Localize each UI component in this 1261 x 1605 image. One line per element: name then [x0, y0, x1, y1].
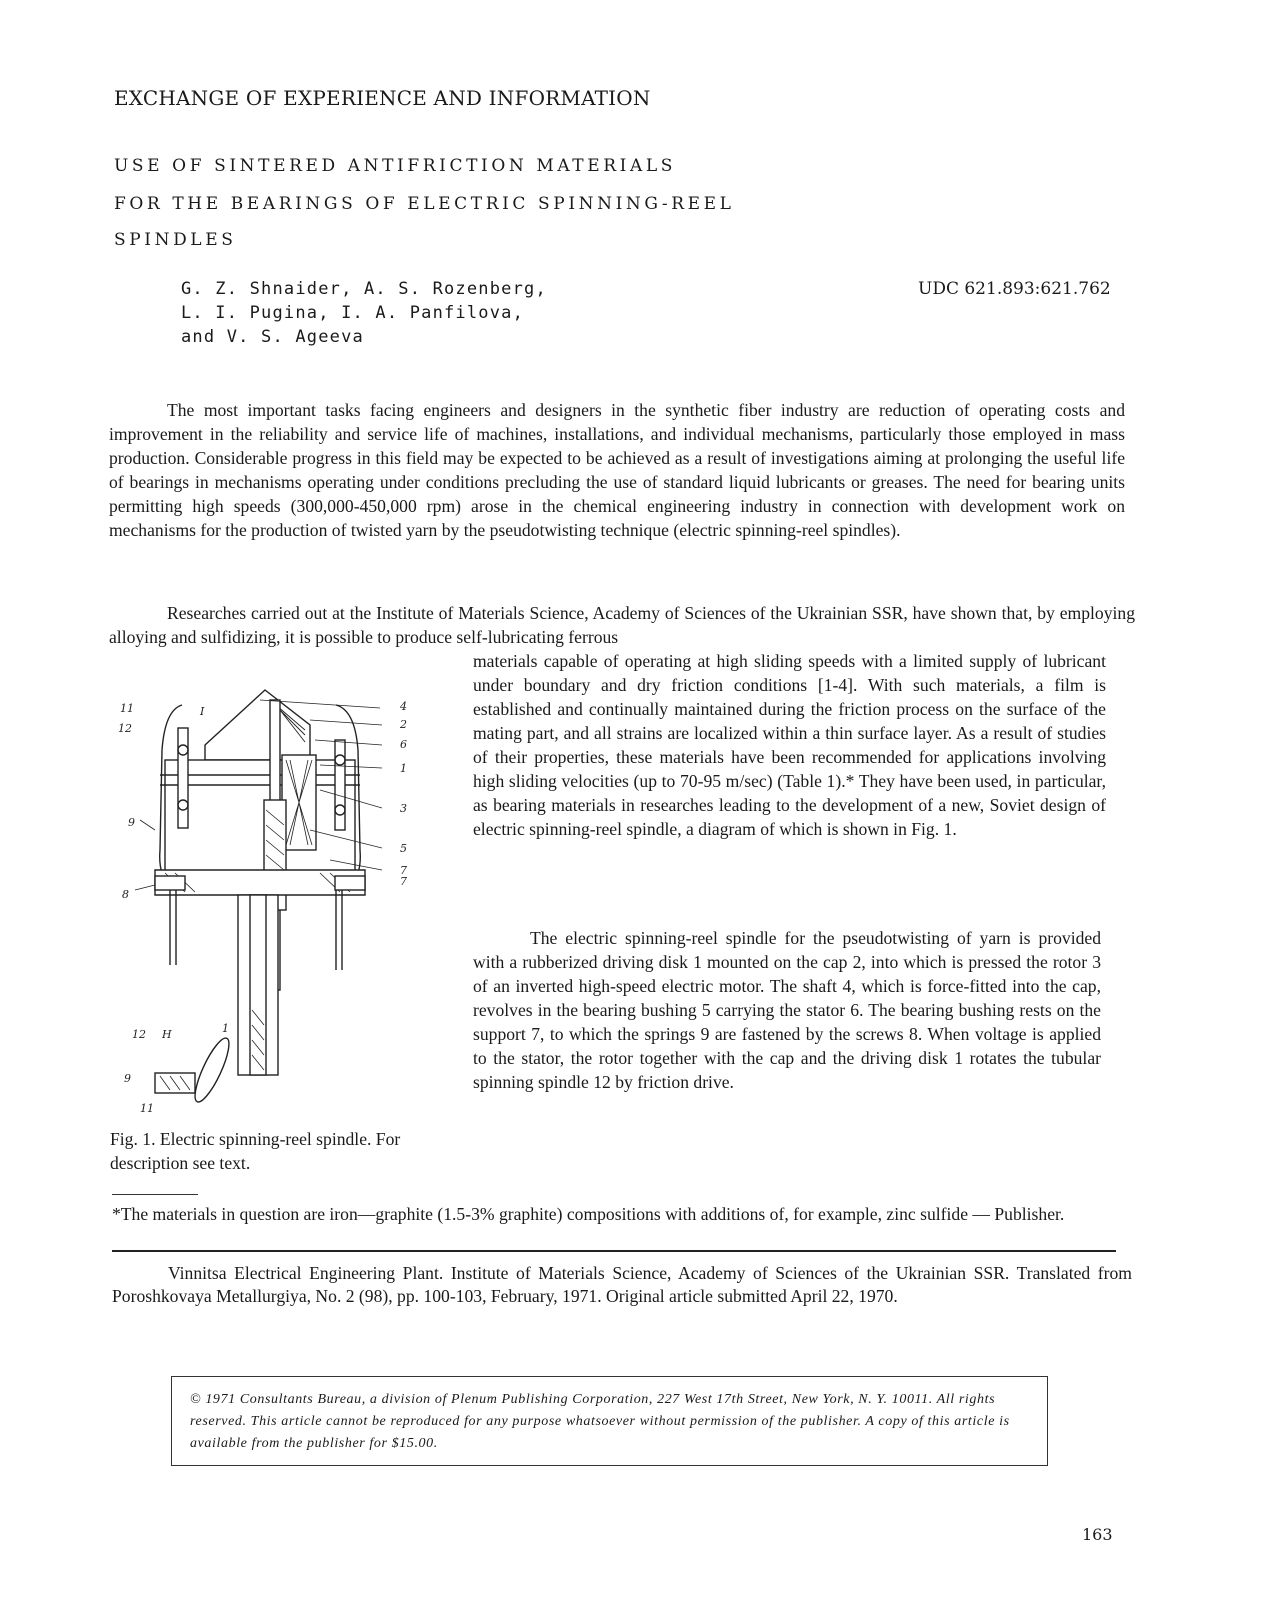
copyright-notice: © 1971 Consultants Bureau, a division of Plenum Publishing Corporation, 227 West 17th Street, New York, N. Y. 10011. All rights reserved. This article cannot be reproduced for any purpose whatsoever without permission of the publisher. A copy of this article is available from the publisher for $15.00.: [190, 1392, 1010, 1451]
paragraph-1: The most important tasks facing engineers and designers in the synthetic fiber industry are reduction of operating costs and improvement in the reliability and service life of machines, installations, and individual mechanisms, particularly those employed in mass production. Considerable progress in this field may be expected to be achieved as a result of investigations aiming at prolonging the useful life of bearings in mechanisms operating under conditions precluding the use of standard liquid lubricants or greases. The need for bearing units permitting high speeds (300,000-450,000 rpm) arose in the chemical engineering industry in connection with development work on mechanisms for the production of twisted yarn by the pseudotwisting technique (electric spinning-reel spindles).: [109, 400, 1125, 540]
authors-line-3: and V. S. Ageeva: [181, 327, 364, 347]
label-12: 12: [118, 722, 132, 735]
section-heading: EXCHANGE OF EXPERIENCE AND INFORMATION: [114, 86, 651, 110]
udc-code: UDC 621.893:621.762: [918, 279, 1111, 299]
label-4: 4: [400, 700, 407, 713]
figure-spindle-diagram: [110, 680, 430, 1130]
label-11-detail: 11: [140, 1102, 154, 1115]
label-9-detail: 9: [124, 1072, 131, 1085]
cap-shape: [205, 690, 310, 760]
article-title-line-3: SPINDLES: [114, 230, 237, 250]
label-7: 7: [400, 864, 407, 877]
figure-caption: Fig. 1. Electric spinning-reel spindle. For description see text.: [110, 1129, 401, 1173]
label-6: 6: [400, 738, 407, 751]
support-base: [155, 870, 365, 895]
article-title-line-2: FOR THE BEARINGS OF ELECTRIC SPINNING-REEL: [114, 194, 735, 214]
authors-line-1: G. Z. Shnaider, A. S. Rozenberg,: [181, 279, 547, 299]
label-8: 8: [122, 888, 129, 901]
label-1-detail: 1: [222, 1022, 229, 1035]
label-12-detail: 12: [132, 1028, 146, 1041]
label-H: H: [162, 1028, 172, 1041]
paragraph-2-full-width: Researches carried out at the Institute of Materials Science, Academy of Sciences of the Ukrainian SSR, have shown that, by employing alloying and sulfidizing, it is possible to produce self-lubricating ferrous: [109, 603, 1135, 647]
affiliation-note: Vinnitsa Electrical Engineering Plant. Institute of Materials Science, Academy of Sciences of the Ukrainian SSR. Translated from Poroshkovaya Metallurgiya, No. 2 (98), pp. 100-103, February, 1971. Original article submitted April 22, 1970.: [112, 1263, 1132, 1306]
label-1: 1: [400, 762, 407, 775]
footnote: *The materials in question are iron—graphite (1.5-3% graphite) compositions with additions of, for example, zinc sulfide — Publisher.: [112, 1204, 1065, 1224]
label-3: 3: [400, 802, 407, 815]
label-7-lower: 7: [400, 875, 407, 888]
driving-disk-detail: [189, 1034, 235, 1105]
paragraph-3: The electric spinning-reel spindle for the pseudotwisting of yarn is provided with a rubberized driving disk 1 mounted on the cap 2, into which is pressed the rotor 3 of an inverted high-speed electric motor. The shaft 4, which is force-fitted into the cap, revolves in the bearing bushing 5 carrying the stator 6. The bearing bushing rests on the support 7, to which the springs 9 are fastened by the screws 8. When voltage is applied to the stator, the rotor together with the cap and the driving disk 1 rotates the tubular spinning spindle 12 by friction drive.: [473, 928, 1101, 1092]
label-11: 11: [120, 702, 134, 715]
label-I: I: [200, 705, 205, 718]
section-divider: [112, 1250, 1116, 1252]
housing: [165, 760, 355, 875]
article-title-line-1: USE OF SINTERED ANTIFRICTION MATERIALS: [114, 156, 676, 176]
footnote-rule: [112, 1194, 198, 1195]
label-2: 2: [400, 718, 407, 731]
paragraph-2-column: materials capable of operating at high sliding speeds with a limited supply of lubricant under boundary and dry friction conditions [1-4]. With such materials, a film is established and continually maintained during the friction process on the surface of the mating part, and all strains are localized within a thin surface layer. As a result of studies of their properties, these materials have been recommended for applications involving high sliding velocities (up to 70-95 m/sec) (Table 1).* They have been used, in particular, as bearing materials in researches leading to the development of a new, Soviet design of electric spinning-reel spindle, a diagram of which is shown in Fig. 1.: [473, 651, 1106, 839]
label-5: 5: [400, 842, 407, 855]
page-number: 163: [1082, 1525, 1113, 1544]
authors-line-2: L. I. Pugina, I. A. Panfilova,: [181, 303, 525, 323]
label-9: 9: [128, 816, 135, 829]
